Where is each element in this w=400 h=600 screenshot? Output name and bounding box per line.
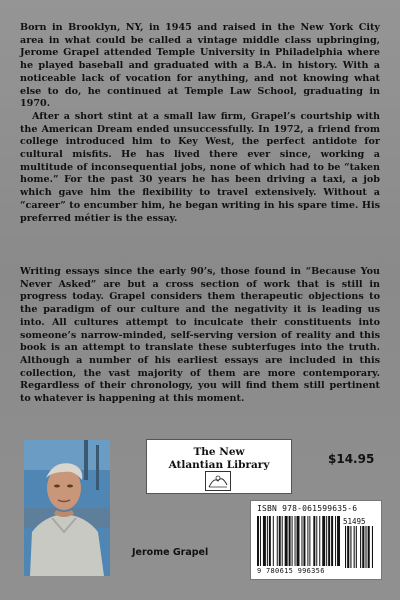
price-label: $14.95	[328, 452, 375, 466]
publisher-emblem-icon	[205, 471, 231, 491]
author-name-caption: Jerome Grapel	[132, 547, 209, 558]
bio-paragraph-2: After a short stint at a small law firm, Grapel’s courtship with the American Dream ended unsuccessfully. In 1972, a friend from college introduced him to Key West, the perfect antidote for cultural misfits. He has lived there ever since, working a multitude of inconsequential jobs, none of which had to be “taken home.” For the past 30 years he has been driving a taxi, a job which gave him the flexibility to travel extensively. Without a “career” to encumber him, he began writing in his spare time. His preferred métier is the essay.	[20, 110, 380, 224]
author-photo	[24, 440, 110, 576]
barcode-bars	[257, 516, 375, 568]
publisher-name-line-1: The New	[193, 446, 245, 458]
publisher-name-line-2: Atlantian Library	[168, 459, 270, 471]
description-paragraph: Writing essays since the early 90’s, those found in “Because You Never Asked” are but a cross section of work that is still in progress today. Grapel considers them therapeutic objections to the paradigm of our culture and the negativity it is leading us into. All cultures attempt to inculcate their constituents into someone’s narrow-minded, self-serving version of reality and this book is an attempt to translate these subterfuges into the truth. Although a number of his earliest essays are included in this collection, the vast majority of them are more contemporary. Regardless of their chronology, you will find them still pertinent to whatever is happening at this moment.	[20, 266, 380, 405]
book-description	[20, 266, 380, 406]
isbn-number: ISBN 978-061599635-6	[257, 504, 358, 513]
isbn-barcode	[250, 500, 382, 580]
barcode-addon-number: 51495	[343, 517, 366, 526]
publisher-logo	[146, 439, 292, 494]
author-bio	[20, 22, 380, 225]
barcode-digits: 9 780615 996356	[257, 567, 325, 575]
bio-paragraph-1: Born in Brooklyn, NY, in 1945 and raised in the New York City area in what could be called a vintage middle class upbringing, Jerome Grapel attended Temple University in Philadelphia where he played baseball and graduated with a B.A. in history. With a noticeable lack of vocation for anything, and not knowing what else to do, he continued at Temple Law School, graduating in 1970.	[20, 22, 380, 110]
author-portrait-image	[24, 440, 110, 576]
